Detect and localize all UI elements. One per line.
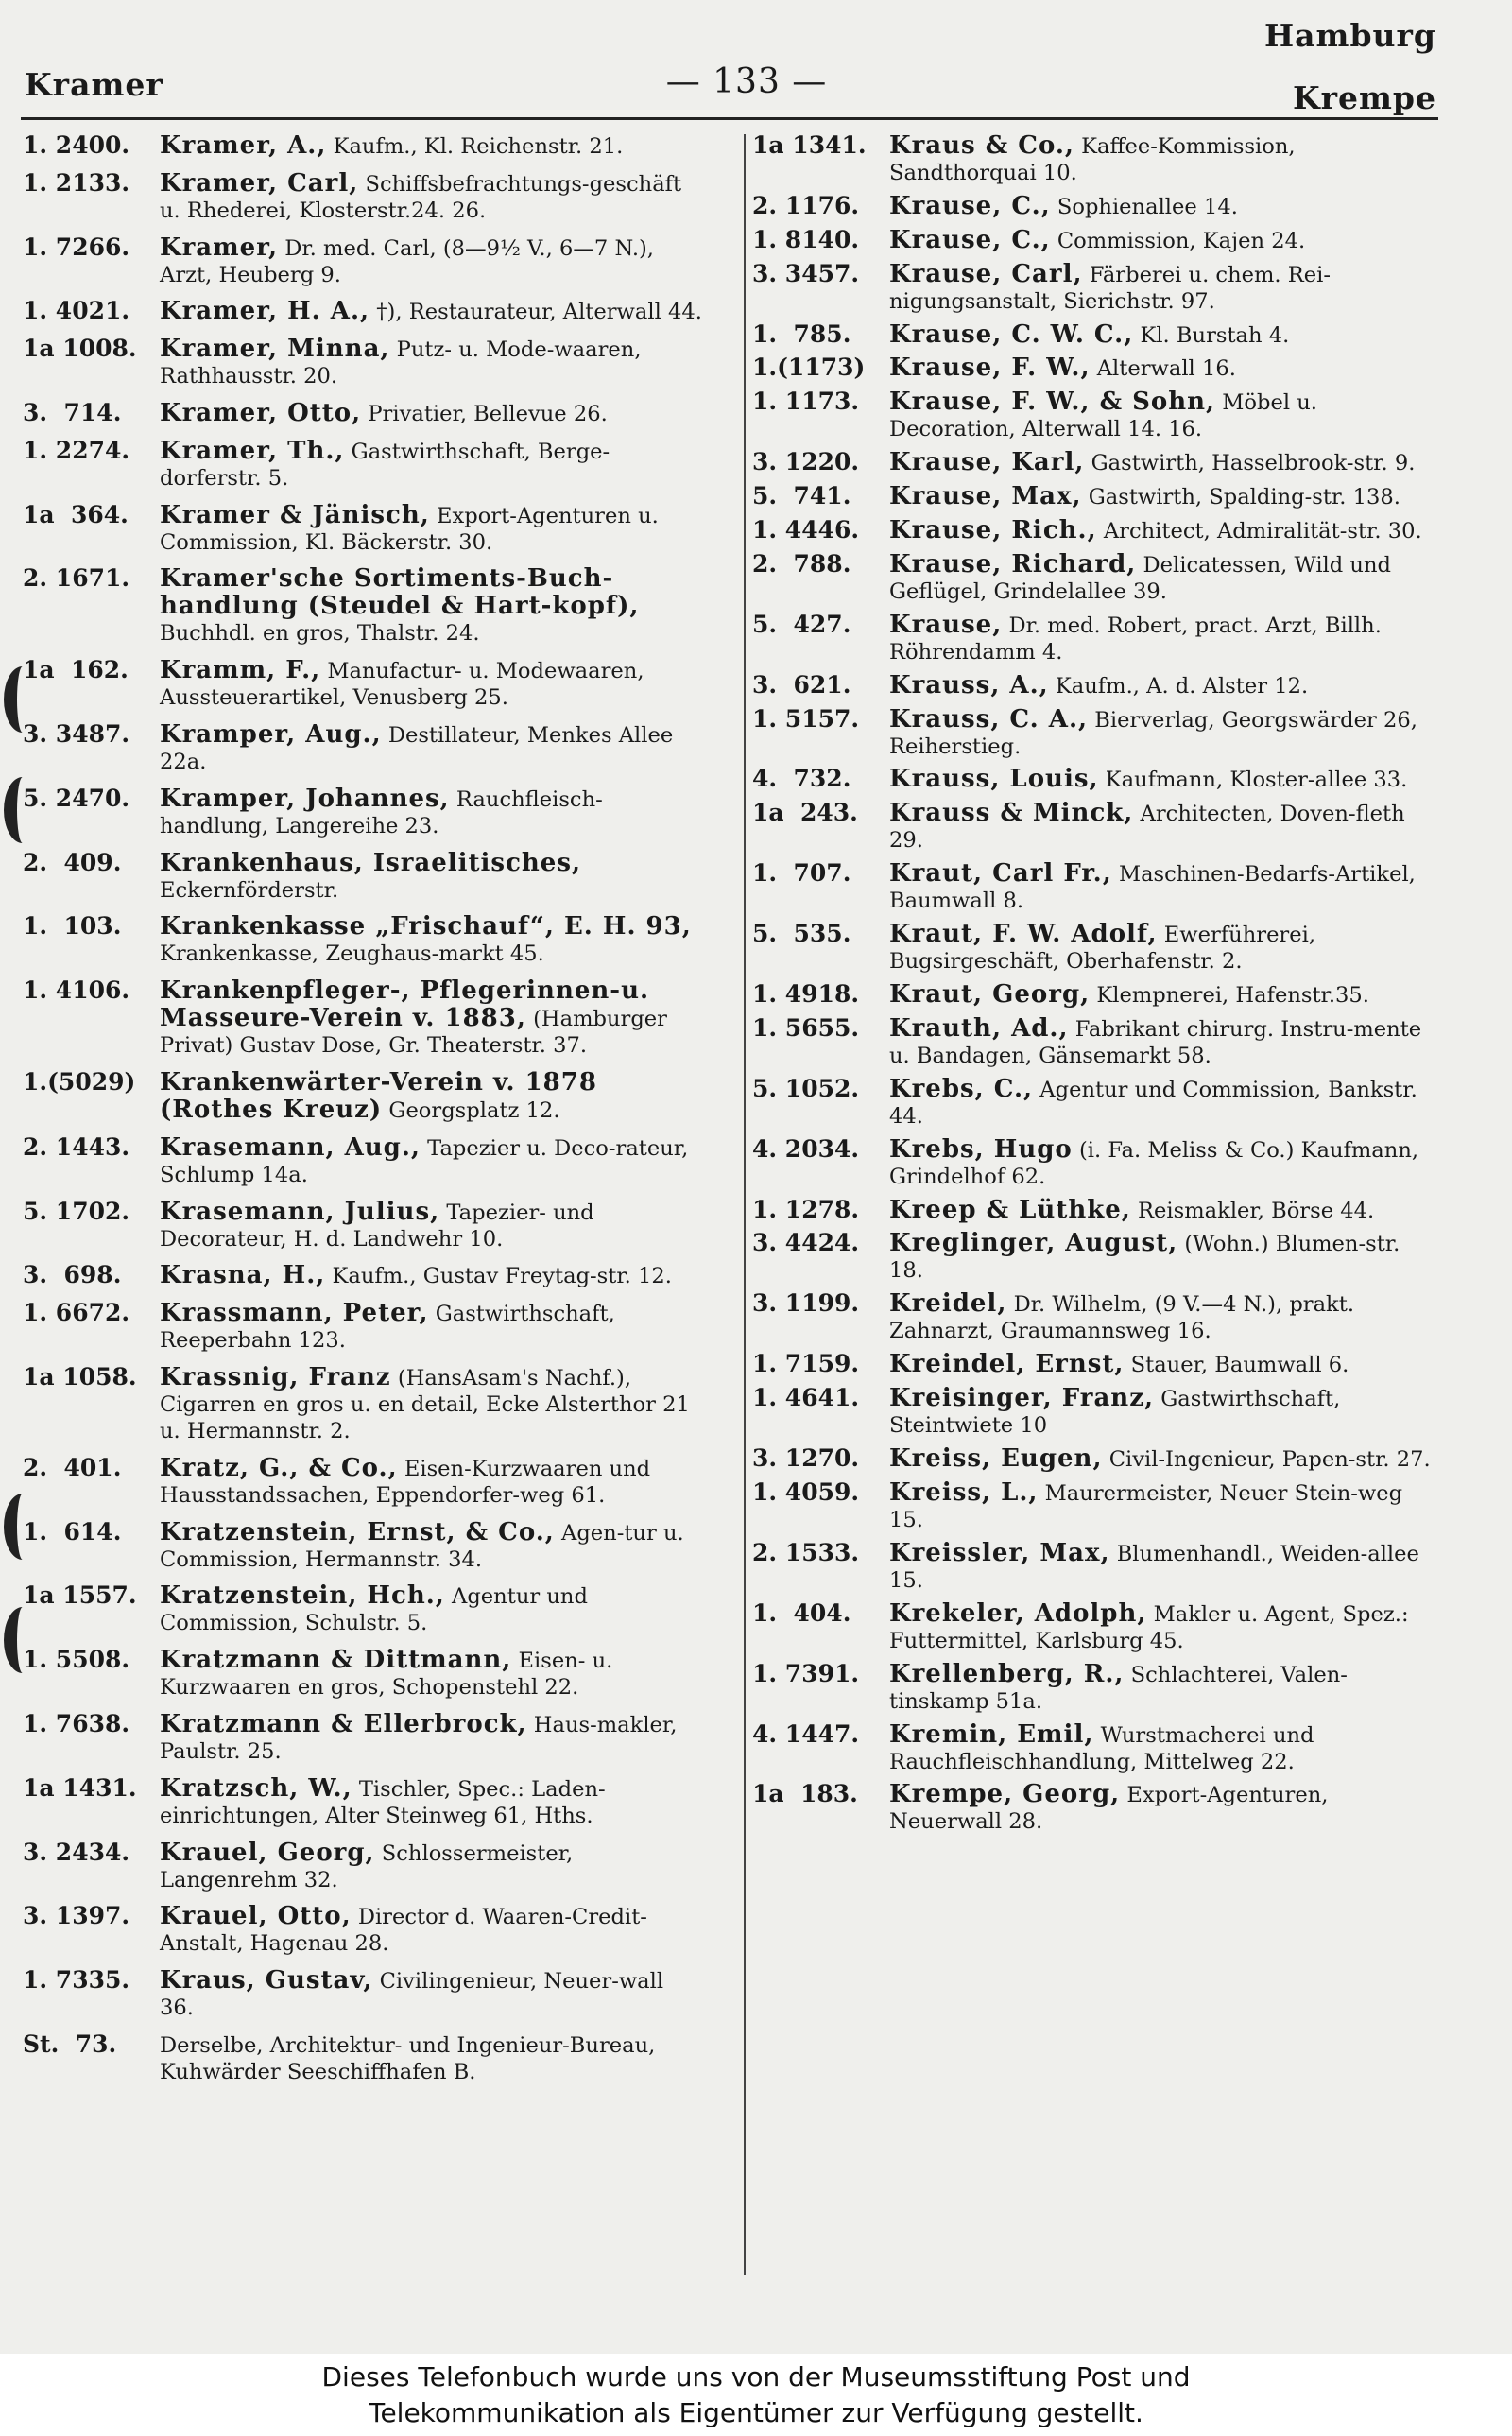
subscriber-name: Krankenhaus, Israelitisches, [160, 848, 582, 877]
directory-entry [23, 1300, 703, 1364]
subscriber-details: Kaffee-Kommission, Sandthorquai 10. [889, 134, 1296, 185]
phone-number: 3. 1397. [23, 1902, 130, 1930]
phone-number: 2. 788. [752, 549, 851, 578]
subscriber-name: Kramer & Jänisch, [160, 500, 430, 529]
phone-number: 2. 1176. [752, 191, 860, 219]
subscriber-name: Kraus & Co., [889, 131, 1074, 160]
phone-number: 1a 1058. [23, 1362, 137, 1391]
column-divider [744, 134, 746, 2275]
phone-number: 3. 1220. [752, 448, 860, 476]
subscriber-name: Kramper, Aug., [160, 719, 382, 749]
directory-entry [23, 1134, 703, 1199]
page-number: — 133 — [665, 62, 828, 101]
phone-number: 2. 1533. [752, 1538, 860, 1566]
directory-entry [23, 502, 703, 566]
directory-entry [752, 1136, 1433, 1197]
subscriber-name: Krankenwärter-Verein v. 1878 (Rothes Kreuz) [160, 1067, 597, 1124]
subscriber-name: Kreep & Lüthke, [889, 1195, 1131, 1224]
directory-entry [752, 1540, 1433, 1600]
directory-entry [752, 1479, 1433, 1540]
directory-entry [23, 132, 703, 170]
phone-number: 3. 714. [23, 398, 122, 426]
directory-entry [752, 1076, 1433, 1136]
directory-entry [23, 2031, 703, 2096]
subscriber-name: Kramer, Carl, [160, 168, 359, 198]
phone-number: 1. 7266. [23, 233, 130, 261]
phone-number: 2. 401. [23, 1453, 122, 1481]
subscriber-name: Krauel, Georg, [160, 1838, 375, 1867]
directory-entry [752, 449, 1433, 483]
subscriber-name: Krause, C., [889, 225, 1051, 254]
phone-number: 3. 1199. [752, 1289, 860, 1318]
directory-entry [752, 389, 1433, 449]
subscriber-details: Eisen- u. Kurzwaaren en gros, Schopenstehl 22. [160, 1649, 613, 1701]
subscriber-details: Krankenkasse, Zeughaus-markt 45. [160, 942, 544, 967]
subscriber-details: Sophienallee 14. [1057, 194, 1238, 219]
directory-entry [752, 1661, 1433, 1721]
directory-entry [23, 1647, 703, 1711]
phone-number: 1. 785. [752, 320, 851, 348]
subscriber-name: Krause, Carl, [889, 259, 1083, 288]
directory-entry [752, 800, 1433, 860]
directory-entry [752, 1197, 1433, 1231]
subscriber-name: Kramm, F., [160, 656, 321, 685]
subscriber-details: Gastwirthschaft, Berge-dorferstr. 5. [160, 439, 610, 491]
subscriber-name: Krause, Richard, [889, 549, 1137, 579]
directory-entry [23, 1519, 703, 1583]
subscriber-name: Krause, [889, 610, 1003, 639]
subscriber-details: Agentur und Commission, Schulstr. 5. [160, 1584, 588, 1636]
directory-entry [752, 1445, 1433, 1479]
phone-number: 3. 3457. [752, 259, 860, 287]
phone-number: 4. 732. [752, 765, 851, 793]
phone-number: 5. 1702. [23, 1197, 130, 1225]
subscriber-details: Tapezier u. Deco-rateur, Schlump 14a. [160, 1135, 689, 1187]
directory-entry [752, 261, 1433, 321]
subscriber-details: Gastwirthschaft, Steintwiete 10 [889, 1387, 1341, 1439]
directory-entry [23, 234, 703, 299]
subscriber-name: Kramer, Minna, [160, 335, 390, 364]
subscriber-name: Kramer'sche Sortiments-Buch-handlung (Steudel & Hart-kopf), [160, 564, 640, 621]
subscriber-details: †), Restaurateur, Alterwall 44. [376, 300, 702, 325]
directory-entry [23, 336, 703, 400]
subscriber-name: Kratz, G., & Co., [160, 1453, 398, 1482]
directory-entry [752, 483, 1433, 517]
phone-number: 5. 741. [752, 482, 851, 510]
directory-entry [752, 1721, 1433, 1782]
directory-entry [752, 921, 1433, 981]
phone-number: 1. 614. [23, 1517, 122, 1546]
directory-entry [752, 551, 1433, 612]
subscriber-details: Destillateur, Menkes Allee 22a. [160, 722, 674, 774]
subscriber-name: Kreindel, Ernst, [889, 1350, 1125, 1379]
directory-entry [752, 1015, 1433, 1076]
subscriber-details: Schiffsbefrachtungs-geschäft u. Rhederei, Klosterstr.24. 26. [160, 171, 682, 223]
directory-entry [23, 1199, 703, 1263]
phone-number: 3. 2434. [23, 1838, 130, 1866]
subscriber-name: Krause, Max, [889, 482, 1082, 511]
phone-number: 1a 1557. [23, 1581, 137, 1610]
subscriber-name: Kratzenstein, Hch., [160, 1581, 445, 1611]
subscriber-details: Tischler, Spec.: Laden-einrichtungen, Alter Steinweg 61, Hths. [160, 1776, 606, 1828]
subscriber-details: Gastwirth, Spalding-str. 138. [1088, 485, 1400, 510]
subscriber-name: Krauss & Minck, [889, 799, 1134, 828]
phone-number: 5. 427. [752, 610, 851, 638]
directory-entry [23, 721, 703, 786]
directory-entry [752, 227, 1433, 261]
directory-entry [23, 1582, 703, 1647]
subscriber-details: Maurermeister, Neuer Stein-weg 15. [889, 1480, 1403, 1532]
subscriber-details: Agentur und Commission, Bankstr. 44. [889, 1077, 1418, 1129]
subscriber-details: Georgsplatz 12. [388, 1097, 560, 1123]
header-city: Hamburg [1263, 17, 1436, 54]
subscriber-name: Kreiss, L., [889, 1477, 1039, 1507]
phone-number: 1. 4106. [23, 976, 130, 1005]
subscriber-details: (Hamburger Privat) Gustav Dose, Gr. Theaterstr. 37. [160, 1007, 667, 1059]
subscriber-name: Krellenberg, R., [889, 1659, 1125, 1688]
left-column [23, 132, 703, 2096]
subscriber-details: Architecten, Doven-fleth 29. [889, 802, 1405, 854]
phone-number: 2. 1671. [23, 564, 130, 593]
right-column [752, 132, 1433, 1841]
subscriber-name: Kreiss, Eugen, [889, 1444, 1103, 1474]
directory-entry [23, 1262, 703, 1300]
phone-number: 1. 1173. [752, 388, 860, 416]
subscriber-details: Civil-Ingenieur, Papen-str. 27. [1108, 1447, 1431, 1473]
subscriber-name: Krankenpfleger-, Pflegerinnen-u. Masseure-Verein v. 1883, [160, 976, 650, 1033]
subscriber-details: Schlossermeister, Langenrehm 32. [160, 1840, 574, 1892]
subscriber-details: Bierverlag, Georgswärder 26, Reiherstieg. [889, 707, 1418, 759]
phone-number: 2. 1443. [23, 1132, 130, 1161]
subscriber-details: Kaufm., Gustav Freytag-str. 12. [332, 1264, 672, 1289]
directory-entry [23, 1775, 703, 1840]
phone-number: 1. 4446. [752, 516, 860, 544]
phone-number: 1. 5655. [752, 1013, 860, 1042]
subscriber-name: Kraut, Georg, [889, 980, 1091, 1010]
subscriber-details: Commission, Kajen 24. [1057, 228, 1306, 253]
directory-entry [752, 612, 1433, 672]
phone-number: 5. 535. [752, 920, 851, 948]
phone-number: 2. 409. [23, 848, 122, 876]
directory-entry [752, 1351, 1433, 1385]
directory-entry [23, 298, 703, 336]
directory-entry [752, 1230, 1433, 1290]
phone-number: 1. 5508. [23, 1646, 130, 1674]
subscriber-details: Buchhdl. en gros, Thalstr. 24. [160, 621, 480, 647]
subscriber-name: Kramper, Johannes, [160, 784, 450, 813]
phone-number: 3. 4424. [752, 1229, 860, 1257]
subscriber-name: Krempe, Georg, [889, 1780, 1121, 1809]
subscriber-name: Krause, F. W., & Sohn, [889, 388, 1216, 417]
subscriber-details: Schlachterei, Valen-tinskamp 51a. [889, 1662, 1348, 1714]
phone-number: 1. 404. [752, 1598, 851, 1627]
subscriber-name: Krasemann, Julius, [160, 1197, 440, 1226]
subscriber-name: Kratzmann & Dittmann, [160, 1646, 512, 1675]
subscriber-name: Kramer, [160, 233, 279, 262]
subscriber-details: Stauer, Baumwall 6. [1130, 1353, 1349, 1378]
subscriber-details: Kl. Burstah 4. [1140, 322, 1290, 348]
directory-entry [752, 1781, 1433, 1841]
phone-number: 1. 2274. [23, 436, 130, 464]
subscriber-details: Makler u. Agent, Spez.: Futtermittel, Karlsburg 45. [889, 1601, 1409, 1653]
subscriber-name: Krassmann, Peter, [160, 1299, 429, 1328]
subscriber-name: Kraut, F. W. Adolf, [889, 920, 1158, 949]
subscriber-details: (HansAsam's Nachf.), Cigarren en gros u. en detail, Ecke Alsterthor 21 u. Hermannstr. 2. [160, 1365, 690, 1443]
subscriber-details: Export-Agenturen, Neuerwall 28. [889, 1783, 1329, 1835]
subscriber-name: Kreglinger, August, [889, 1229, 1178, 1258]
phone-number: 3. 698. [23, 1261, 122, 1289]
subscriber-name: Kramer, H. A., [160, 297, 370, 326]
subscriber-details: Delicatessen, Wild und Geflügel, Grindelallee 39. [889, 552, 1391, 604]
subscriber-details: Klempnerei, Hafenstr.35. [1096, 983, 1369, 1009]
subscriber-name: Krause, F. W., [889, 354, 1091, 383]
subscriber-name: Kraus, Gustav, [160, 1966, 373, 1995]
phone-number: 1a 162. [23, 656, 129, 684]
phone-number: 1. 707. [752, 859, 851, 888]
subscriber-details: Eckernförderstr. [160, 877, 339, 903]
subscriber-details: Derselbe, Architektur- und Ingenieur-Bureau, Kuhwärder Seeschiffhafen B. [160, 2032, 656, 2084]
phone-number: 4. 2034. [752, 1134, 860, 1163]
phone-number: 1a 183. [752, 1780, 858, 1808]
header-rule [21, 117, 1438, 120]
directory-entry [23, 786, 703, 850]
phone-number: 1a 243. [752, 799, 858, 827]
phone-number: 1. 4641. [752, 1384, 860, 1412]
subscriber-details: Putz- u. Mode-waaren, Rathhausstr. 20. [160, 337, 642, 389]
subscriber-details: Manufactur- u. Modewaaren, Aussteuerartikel, Venusberg 25. [160, 659, 644, 711]
directory-entry [23, 1364, 703, 1455]
subscriber-details: Dr. med. Robert, pract. Arzt, Billh. Röhrendamm 4. [889, 613, 1382, 665]
subscriber-details: Dr. Wilhelm, (9 V.—4 N.), prakt. Zahnarzt, Graumannsweg 16. [889, 1292, 1355, 1344]
directory-entry [23, 400, 703, 438]
directory-entry [23, 913, 703, 977]
subscriber-details: Färberei u. chem. Rei-nigungsanstalt, Sierichstr. 97. [889, 262, 1332, 314]
subscriber-details: Maschinen-Bedarfs-Artikel, Baumwall 8. [889, 862, 1416, 914]
header-last-name: Krempe [1292, 79, 1436, 116]
subscriber-name: Krebs, C., [889, 1074, 1034, 1103]
phone-number: 1.(1173) [752, 354, 866, 382]
subscriber-name: Kratzmann & Ellerbrock, [160, 1709, 527, 1738]
phone-number: 1. 7159. [752, 1350, 860, 1378]
subscriber-name: Krauel, Otto, [160, 1902, 352, 1931]
phone-number: 1. 4918. [752, 980, 860, 1009]
subscriber-details: Rauchfleisch-handlung, Langereihe 23. [160, 786, 603, 838]
subscriber-details: Haus-makler, Paulstr. 25. [160, 1712, 678, 1764]
subscriber-details: Architect, Admiralität-str. 30. [1103, 519, 1422, 544]
phone-number: 1. 6672. [23, 1299, 130, 1327]
subscriber-name: Kraut, Carl Fr., [889, 859, 1112, 889]
subscriber-name: Krauth, Ad., [889, 1013, 1069, 1043]
subscriber-details: Kaufmann, Kloster-allee 33. [1105, 768, 1408, 793]
phone-number: 1a 364. [23, 500, 129, 528]
subscriber-details: Fabrikant chirurg. Instru-mente u. Bandagen, Gänsemarkt 58. [889, 1016, 1422, 1068]
phone-number: 1a 1431. [23, 1773, 137, 1802]
subscriber-name: Krasna, H., [160, 1261, 326, 1290]
directory-entry [23, 1711, 703, 1775]
subscriber-details: Wurstmacherei und Rauchfleischhandlung, Mittelweg 22. [889, 1722, 1314, 1774]
subscriber-name: Kremin, Emil, [889, 1719, 1094, 1749]
subscriber-details: Gastwirth, Hasselbrook-str. 9. [1091, 451, 1416, 476]
subscriber-name: Kreisinger, Franz, [889, 1384, 1155, 1413]
subscriber-name: Kramer, Otto, [160, 398, 362, 427]
subscriber-details: Kaufm., A. d. Alster 12. [1055, 673, 1309, 699]
subscriber-details: Export-Agenturen u. Commission, Kl. Bäckerstr. 30. [160, 503, 659, 555]
directory-entry [752, 1385, 1433, 1445]
directory-entry [752, 981, 1433, 1015]
phone-number: 1. 7391. [752, 1659, 860, 1687]
header-first-name: Kramer [25, 66, 163, 103]
footer-line-2: Telekommunikation als Eigentümer zur Verfügung gestellt. [369, 2397, 1143, 2428]
phone-number: 5. 1052. [752, 1074, 860, 1102]
phone-number: 1.(5029) [23, 1067, 136, 1096]
directory-entry [752, 1600, 1433, 1661]
phone-number: St. 73. [23, 2030, 117, 2058]
subscriber-details: Privatier, Bellevue 26. [368, 401, 608, 426]
directory-entry [23, 1069, 703, 1134]
subscriber-details: Civilingenieur, Neuer-wall 36. [160, 1969, 664, 2021]
subscriber-name: Krauss, C. A., [889, 704, 1089, 734]
directory-entry [752, 766, 1433, 800]
subscriber-name: Krause, C. W. C., [889, 320, 1134, 349]
directory-entry [752, 321, 1433, 355]
directory-entry [752, 706, 1433, 767]
subscriber-name: Kreissler, Max, [889, 1538, 1110, 1567]
directory-entry [752, 132, 1433, 193]
directory-entry [752, 1290, 1433, 1351]
directory-entry [752, 517, 1433, 551]
directory-entry [23, 1455, 703, 1519]
subscriber-details: Gastwirthschaft, Reeperbahn 123. [160, 1302, 615, 1354]
directory-entry [752, 860, 1433, 921]
phone-number: 3. 3487. [23, 719, 130, 748]
phone-number: 1. 103. [23, 912, 122, 941]
directory-entry [23, 850, 703, 914]
directory-entry [752, 354, 1433, 389]
directory-entry [23, 1903, 703, 1967]
subscriber-details: (Wohn.) Blumen-str. 18. [889, 1232, 1400, 1284]
directory-entry [23, 1967, 703, 2031]
directory-entry [752, 672, 1433, 706]
phone-number: 3. 1270. [752, 1444, 860, 1473]
directory-entry [23, 438, 703, 502]
phone-number: 1. 1278. [752, 1195, 860, 1223]
subscriber-name: Krankenkasse „Frischauf“, E. H. 93, [160, 912, 692, 942]
directory-entry [23, 657, 703, 721]
subscriber-name: Krause, Karl, [889, 448, 1085, 477]
footer-line-1: Dieses Telefonbuch wurde uns von der Museumsstiftung Post und [321, 2361, 1191, 2393]
phone-number: 5. 2470. [23, 784, 130, 812]
directory-entry [23, 170, 703, 234]
subscriber-details: Agen-tur u. Commission, Hermannstr. 34. [160, 1520, 684, 1572]
subscriber-details: Ewerführerei, Bugsirgeschäft, Oberhafenstr. 2. [889, 923, 1316, 975]
subscriber-name: Krassnig, Franz [160, 1362, 391, 1391]
subscriber-details: Reismakler, Börse 44. [1138, 1198, 1375, 1223]
phone-number: 1. 2133. [23, 168, 130, 197]
phone-number: 4. 1447. [752, 1719, 860, 1748]
subscriber-details: Kaufm., Kl. Reichenstr. 21. [333, 134, 624, 159]
phone-number: 1. 5157. [752, 704, 860, 733]
phone-number: 1. 4059. [752, 1477, 860, 1506]
phone-number: 1. 7638. [23, 1709, 130, 1737]
phone-number: 3. 621. [752, 670, 851, 699]
subscriber-name: Krauss, A., [889, 670, 1049, 700]
directory-entry [23, 977, 703, 1069]
directory-entry [752, 193, 1433, 227]
subscriber-name: Kratzsch, W., [160, 1773, 352, 1803]
subscriber-details: (i. Fa. Meliss & Co.) Kaufmann, Grindelhof 62. [889, 1137, 1419, 1189]
phone-number: 1a 1008. [23, 335, 137, 363]
phone-number: 1a 1341. [752, 131, 867, 159]
subscriber-details: Alterwall 16. [1096, 356, 1236, 382]
subscriber-name: Krekeler, Adolph, [889, 1598, 1147, 1628]
phone-number: 1. 8140. [752, 225, 860, 253]
footer-notice [0, 2354, 1512, 2436]
subscriber-name: Kratzenstein, Ernst, & Co., [160, 1517, 555, 1546]
subscriber-name: Kreidel, [889, 1289, 1007, 1319]
phone-number: 1. 2400. [23, 131, 130, 159]
phone-number: 1. 4021. [23, 297, 130, 325]
subscriber-details: Director d. Waaren-Credit-Anstalt, Hagenau 28. [160, 1905, 647, 1957]
subscriber-name: Krause, Rich., [889, 516, 1097, 545]
subscriber-name: Kramer, Th., [160, 436, 345, 465]
subscriber-details: Blumenhandl., Weiden-allee 15. [889, 1541, 1419, 1593]
subscriber-name: Krauss, Louis, [889, 765, 1099, 794]
subscriber-details: Möbel u. Decoration, Alterwall 14. 16. [889, 390, 1317, 442]
phone-number: 1. 7335. [23, 1966, 130, 1995]
subscriber-name: Krause, C., [889, 191, 1051, 220]
subscriber-details: Eisen-Kurzwaaren und Hausstandssachen, Eppendorfer-weg 61. [160, 1456, 651, 1508]
subscriber-details: Tapezier- und Decorateur, H. d. Landwehr 10. [160, 1200, 594, 1252]
directory-entry [23, 1840, 703, 1904]
subscriber-details: Dr. med. Carl, (8—9½ V., 6—7 N.), Arzt, Heuberg 9. [160, 235, 654, 287]
subscriber-name: Krebs, Hugo [889, 1134, 1073, 1164]
directory-entry [23, 565, 703, 657]
subscriber-name: Krasemann, Aug., [160, 1132, 421, 1162]
subscriber-name: Kramer, A., [160, 131, 327, 160]
